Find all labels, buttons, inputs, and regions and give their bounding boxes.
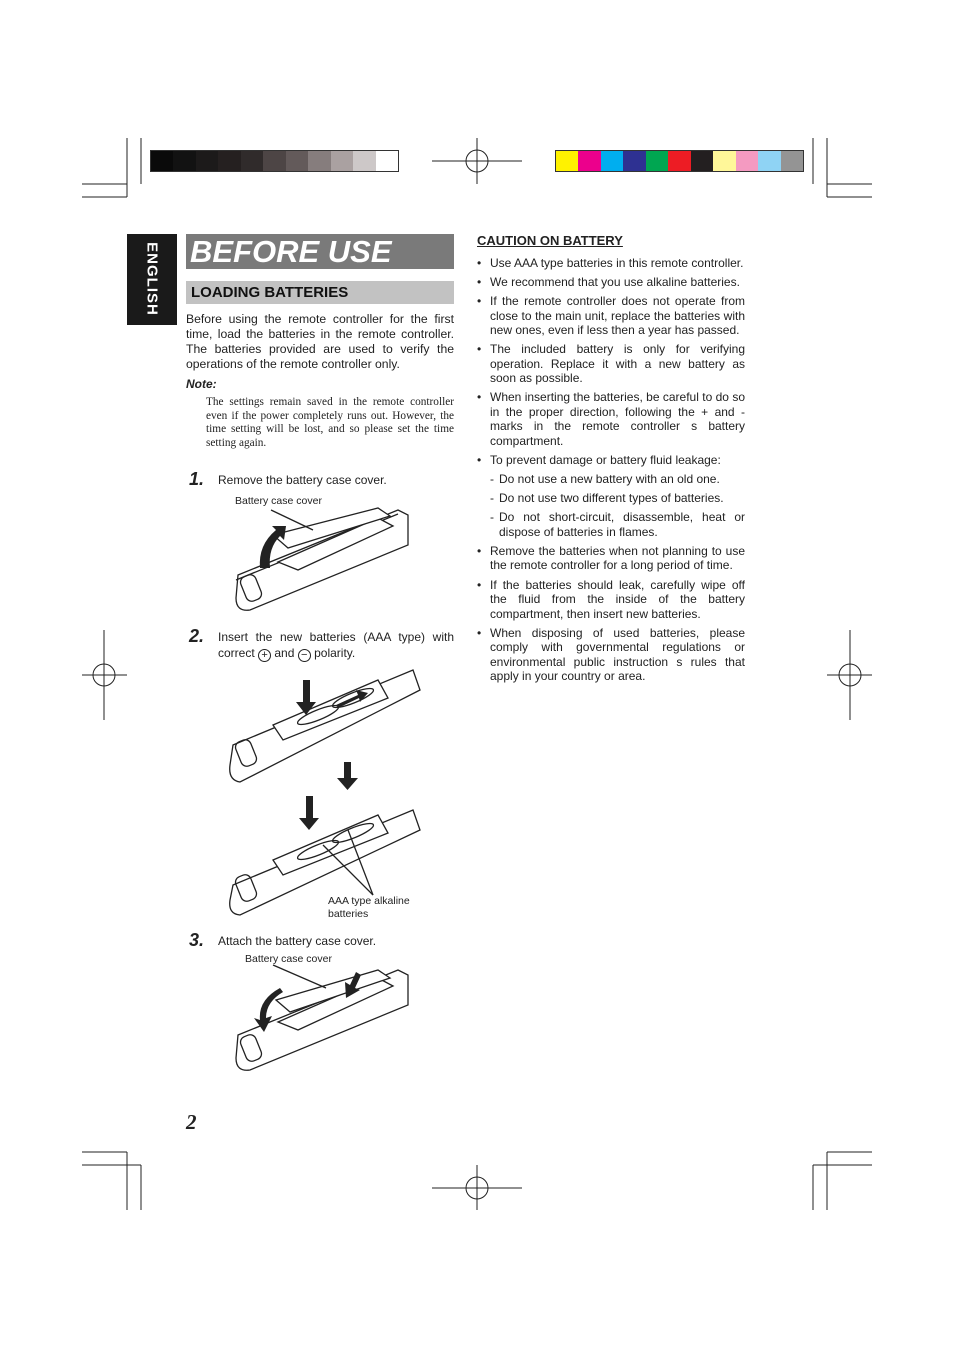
- color-swatch: [736, 151, 758, 171]
- step-2-number: 2.: [189, 626, 205, 646]
- color-swatch: [781, 151, 803, 171]
- remote-cover-close-figure: [228, 960, 413, 1080]
- step-2-text: Insert the new batteries (AAA type) with correct + and − polarity.: [218, 630, 454, 661]
- caution-item: • The included battery is only for verifying operation. Replace it with a new battery as soon as possible.: [477, 342, 745, 385]
- gray-swatch: [331, 151, 353, 171]
- gray-swatch: [263, 151, 285, 171]
- note-text: The settings remain saved in the remote controller even if the power completely runs out. However, the time setting will be lost, and so please set the time setting again.: [206, 396, 454, 449]
- color-swatch: [713, 151, 735, 171]
- caution-sub-item: - Do not short-circuit, disassemble, heat or dispose of batteries in flames.: [477, 510, 745, 539]
- minus-polarity-icon: −: [298, 649, 311, 662]
- caution-item: • When inserting the batteries, be careful to do so in the proper direction, following the + and - marks in the remote controller s battery compartment.: [477, 390, 745, 448]
- caution-list: [477, 256, 745, 688]
- caution-item: • Use AAA type batteries in this remote controller.: [477, 256, 745, 270]
- step-1-number: 1.: [189, 469, 205, 489]
- section-title: LOADING BATTERIES: [186, 281, 454, 304]
- step-3-number: 3.: [189, 930, 205, 950]
- gray-swatch: [353, 151, 375, 171]
- gray-calibration-bar: [150, 150, 399, 172]
- caution-item: • If the remote controller does not operate from close to the main unit, replace the batteries with new ones, even if less then a year has passed.: [477, 294, 745, 337]
- color-swatch: [578, 151, 600, 171]
- caution-item: • We recommend that you use alkaline batteries.: [477, 275, 745, 289]
- language-tab-label: ENGLISH: [143, 242, 161, 316]
- remote-cover-open-figure: [228, 500, 413, 620]
- caution-item: • If the batteries should leak, carefully wipe off the fluid from the inside of the battery compartment, then insert new batteries.: [477, 578, 745, 621]
- color-swatch: [758, 151, 780, 171]
- color-swatch: [623, 151, 645, 171]
- gray-swatch: [241, 151, 263, 171]
- gray-swatch: [286, 151, 308, 171]
- color-swatch: [556, 151, 578, 171]
- intro-paragraph: Before using the remote controller for the first time, load the batteries in the remote controller. The batteries provided are used to verify the operations of the remote controller only.: [186, 312, 454, 371]
- step-1-text: Remove the battery case cover.: [218, 473, 387, 487]
- color-calibration-bar: [555, 150, 804, 172]
- gray-swatch: [151, 151, 173, 171]
- color-swatch: [601, 151, 623, 171]
- color-swatch: [646, 151, 668, 171]
- plus-polarity-icon: +: [258, 649, 271, 662]
- color-swatch: [691, 151, 713, 171]
- remote-battery-insert-figure: [228, 660, 423, 920]
- page-number: 2: [186, 1110, 197, 1134]
- caution-sub-item: - Do not use a new battery with an old one.: [477, 472, 745, 486]
- step-3-text: Attach the battery case cover.: [218, 934, 377, 948]
- step-3-figure-label: Battery case cover: [245, 953, 332, 965]
- caution-item: • When disposing of used batteries, please comply with governmental regulations or environmental public instruction s rules that apply in your country or area.: [477, 626, 745, 684]
- gray-swatch: [376, 151, 398, 171]
- color-swatch: [668, 151, 690, 171]
- step-1-figure-label: Battery case cover: [235, 495, 322, 507]
- caution-item: • To prevent damage or battery fluid leakage:: [477, 453, 745, 467]
- caution-sub-item: - Do not use two different types of batteries.: [477, 491, 745, 505]
- caution-title: CAUTION ON BATTERY: [477, 233, 623, 248]
- gray-swatch: [308, 151, 330, 171]
- caution-item: • Remove the batteries when not planning to use the remote controller for a long period of time.: [477, 544, 745, 573]
- gray-swatch: [173, 151, 195, 171]
- gray-swatch: [218, 151, 240, 171]
- step-2-figure-label: AAA type alkaline batteries: [328, 895, 410, 920]
- note-label: Note:: [186, 377, 217, 391]
- page-title: BEFORE USE: [186, 234, 454, 269]
- language-tab: [127, 234, 177, 325]
- gray-swatch: [196, 151, 218, 171]
